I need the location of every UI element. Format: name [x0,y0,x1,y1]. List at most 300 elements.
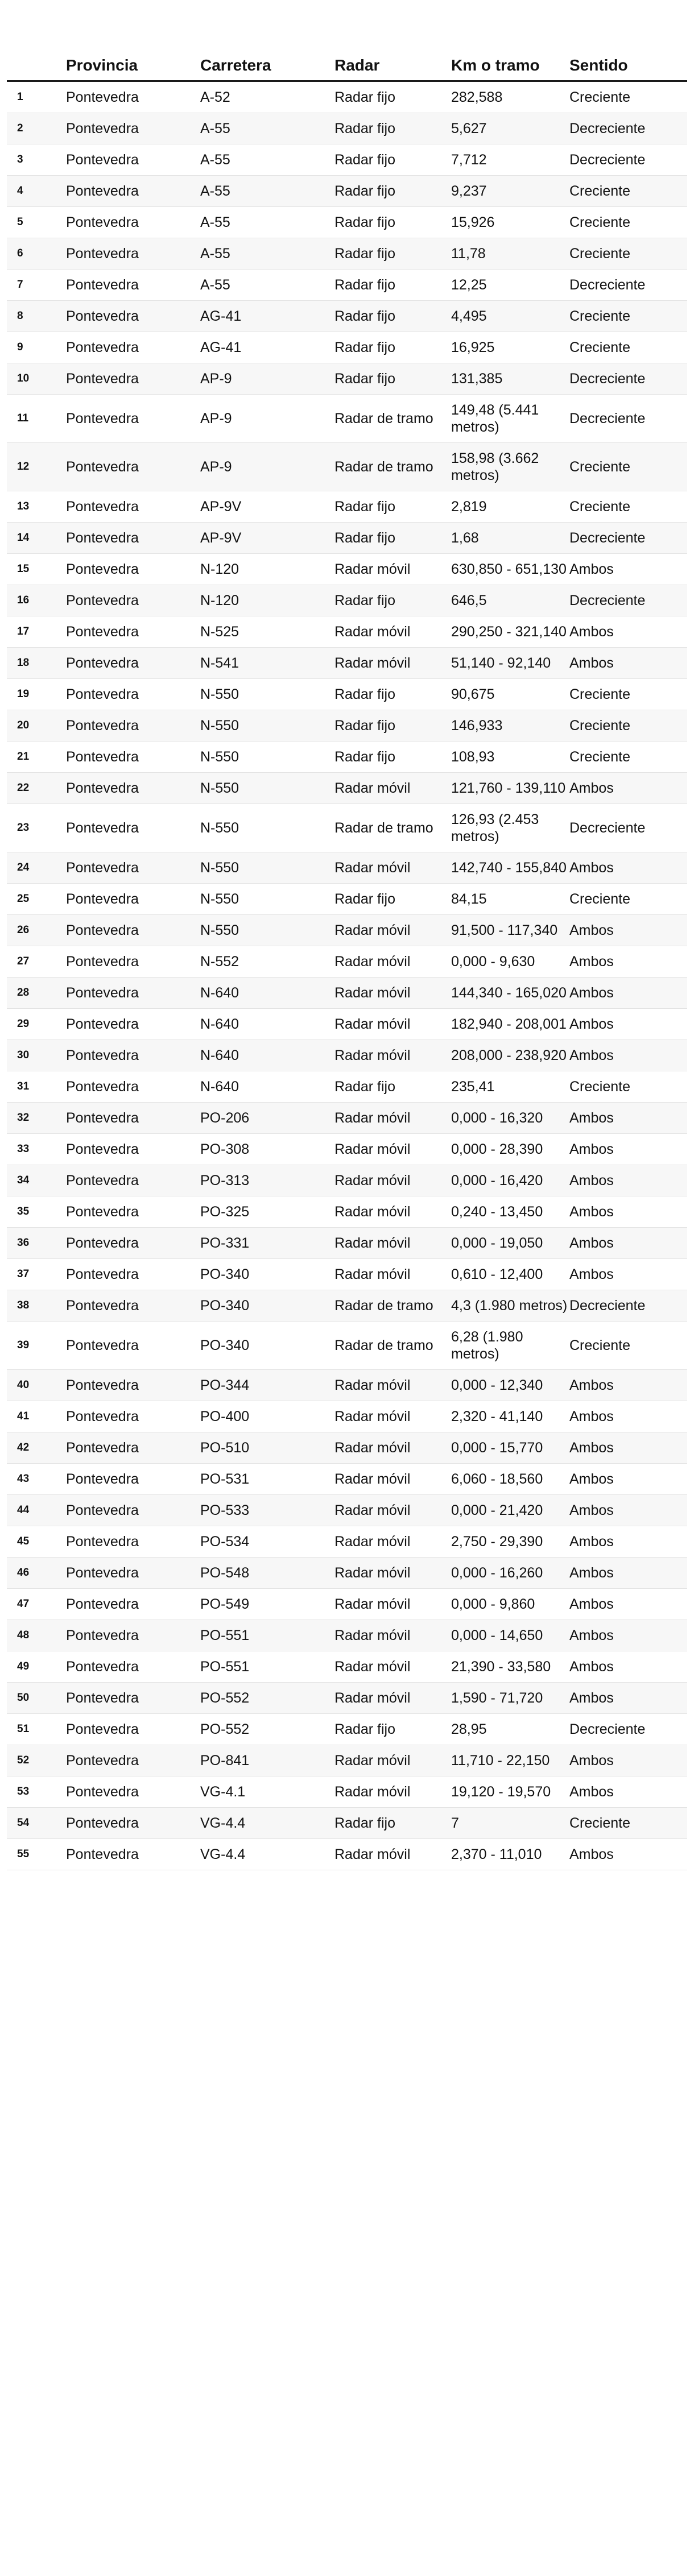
table-row [7,1039,687,1071]
cell-carretera: PO-340 [200,1266,250,1282]
cell-carretera: AP-9V [200,498,242,515]
cell-provincia: Pontevedra [66,1235,139,1251]
cell-sentido: Ambos [569,1016,614,1032]
table-row [7,332,687,363]
cell-km: 2,320 - 41,140 [451,1408,543,1424]
row-number: 9 [17,341,23,353]
cell-sentido: Ambos [569,1752,614,1769]
row-number: 54 [17,1816,30,1829]
row-number: 18 [17,656,30,669]
cell-radar: Radar fijo [334,592,395,608]
cell-carretera: PO-551 [200,1658,250,1675]
cell-carretera: PO-552 [200,1689,250,1706]
row-number: 14 [17,531,30,544]
cell-sentido: Ambos [569,655,614,671]
table-row [7,804,687,852]
cell-sentido: Ambos [569,1266,614,1282]
row-number: 49 [17,1660,30,1672]
cell-sentido: Creciente [569,891,630,907]
cell-radar: Radar fijo [334,686,395,702]
cell-carretera: A-55 [200,245,230,262]
cell-radar: Radar fijo [334,183,395,199]
cell-radar: Radar móvil [334,1471,411,1487]
cell-carretera: AG-41 [200,308,242,324]
cell-sentido: Decreciente [569,1297,646,1314]
table-row [7,238,687,269]
cell-radar: Radar móvil [334,1408,411,1424]
cell-carretera: PO-331 [200,1235,250,1251]
cell-carretera: N-550 [200,819,239,836]
cell-provincia: Pontevedra [66,1596,139,1612]
table-row [7,1713,687,1745]
cell-km: 158,98 (3.662 metros) [451,450,539,483]
row-number: 38 [17,1299,30,1311]
table-row [7,553,687,585]
cell-radar: Radar móvil [334,859,411,876]
cell-sentido: Ambos [569,1689,614,1706]
header-km: Km o tramo [451,26,569,81]
cell-km: 2,750 - 29,390 [451,1533,543,1550]
cell-radar: Radar móvil [334,1783,411,1800]
cell-carretera: A-52 [200,89,230,105]
cell-provincia: Pontevedra [66,1016,139,1032]
cell-carretera: PO-533 [200,1502,250,1518]
cell-radar: Radar fijo [334,120,395,136]
row-number: 32 [17,1111,30,1124]
cell-radar: Radar móvil [334,1689,411,1706]
table-row [7,914,687,946]
cell-provincia: Pontevedra [66,89,139,105]
cell-provincia: Pontevedra [66,183,139,199]
cell-radar: Radar fijo [334,214,395,230]
cell-km: 108,93 [451,748,495,765]
cell-radar: Radar fijo [334,308,395,324]
cell-sentido: Ambos [569,984,614,1001]
table-row [7,1227,687,1258]
cell-radar: Radar móvil [334,1377,411,1393]
cell-km: 28,95 [451,1721,487,1737]
table-row [7,616,687,647]
cell-carretera: N-120 [200,561,239,577]
cell-km: 2,370 - 11,010 [451,1846,542,1862]
cell-carretera: N-640 [200,1016,239,1032]
table-row [7,1494,687,1526]
cell-km: 15,926 [451,214,495,230]
row-number: 31 [17,1080,30,1092]
cell-provincia: Pontevedra [66,1377,139,1393]
cell-sentido: Ambos [569,1596,614,1612]
table-row [7,1682,687,1713]
cell-sentido: Ambos [569,859,614,876]
cell-carretera: PO-551 [200,1627,250,1643]
cell-carretera: A-55 [200,214,230,230]
row-number: 13 [17,500,30,512]
cell-provincia: Pontevedra [66,1783,139,1800]
row-number: 15 [17,562,30,575]
table-row [7,522,687,553]
table-row [7,81,687,113]
cell-km: 0,240 - 13,450 [451,1203,543,1220]
cell-carretera: PO-325 [200,1203,250,1220]
cell-provincia: Pontevedra [66,498,139,515]
table-row [7,1102,687,1133]
row-number: 34 [17,1174,30,1186]
cell-sentido: Creciente [569,748,630,765]
cell-radar: Radar fijo [334,717,395,734]
table-row [7,394,687,442]
cell-sentido: Ambos [569,1564,614,1581]
row-number: 27 [17,955,30,967]
cell-radar: Radar móvil [334,1846,411,1862]
cell-radar: Radar móvil [334,922,411,938]
cell-sentido: Creciente [569,1337,630,1353]
cell-km: 4,495 [451,308,487,324]
cell-provincia: Pontevedra [66,370,139,387]
cell-carretera: PO-548 [200,1564,250,1581]
header-radar: Radar [334,26,451,81]
cell-provincia: Pontevedra [66,819,139,836]
header-provincia: Provincia [66,26,200,81]
cell-radar: Radar móvil [334,984,411,1001]
cell-carretera: VG-4.4 [200,1815,246,1831]
cell-sentido: Decreciente [569,410,646,426]
cell-sentido: Decreciente [569,276,646,293]
row-number: 20 [17,719,30,731]
cell-carretera: PO-340 [200,1297,250,1314]
table-row [7,977,687,1008]
cell-km: 9,237 [451,183,487,199]
cell-provincia: Pontevedra [66,561,139,577]
cell-carretera: PO-552 [200,1721,250,1737]
cell-radar: Radar móvil [334,1203,411,1220]
cell-km: 1,68 [451,529,479,546]
cell-radar: Radar móvil [334,1047,411,1063]
cell-sentido: Ambos [569,1377,614,1393]
cell-sentido: Ambos [569,1235,614,1251]
cell-provincia: Pontevedra [66,1203,139,1220]
cell-sentido: Creciente [569,1078,630,1095]
cell-carretera: N-550 [200,717,239,734]
cell-provincia: Pontevedra [66,1439,139,1456]
table-row [7,1432,687,1463]
cell-km: 208,000 - 238,920 [451,1047,567,1063]
table-row [7,852,687,883]
row-number: 24 [17,861,30,873]
cell-km: 146,933 [451,717,503,734]
cell-carretera: AP-9 [200,370,232,387]
cell-km: 121,760 - 139,110 [451,780,566,796]
cell-provincia: Pontevedra [66,922,139,938]
row-number: 16 [17,594,30,606]
cell-sentido: Ambos [569,1172,614,1188]
table-row [7,647,687,678]
cell-km: 19,120 - 19,570 [451,1783,551,1800]
row-number: 45 [17,1535,30,1547]
cell-provincia: Pontevedra [66,151,139,168]
cell-sentido: Ambos [569,1408,614,1424]
table-row [7,1071,687,1102]
cell-km: 0,000 - 15,770 [451,1439,543,1456]
cell-radar: Radar fijo [334,498,395,515]
cell-carretera: AP-9 [200,458,232,475]
cell-km: 0,000 - 16,420 [451,1172,543,1188]
cell-radar: Radar móvil [334,1564,411,1581]
table-row [7,585,687,616]
cell-provincia: Pontevedra [66,1658,139,1675]
cell-km: 6,28 (1.980 metros) [451,1328,523,1362]
cell-provincia: Pontevedra [66,1408,139,1424]
cell-radar: Radar fijo [334,1815,395,1831]
cell-sentido: Creciente [569,1815,630,1831]
cell-km: 7 [451,1815,459,1831]
cell-carretera: A-55 [200,120,230,136]
cell-carretera: PO-510 [200,1439,250,1456]
table-row [7,442,687,491]
table-row [7,772,687,804]
cell-provincia: Pontevedra [66,1627,139,1643]
row-number: 48 [17,1629,30,1641]
row-number: 37 [17,1268,30,1280]
table-body [7,81,687,1870]
cell-radar: Radar móvil [334,655,411,671]
cell-provincia: Pontevedra [66,780,139,796]
cell-provincia: Pontevedra [66,245,139,262]
cell-km: 290,250 - 321,140 [451,623,567,640]
table-row [7,1745,687,1776]
cell-km: 646,5 [451,592,487,608]
table-row [7,883,687,914]
row-number: 43 [17,1472,30,1485]
cell-carretera: N-550 [200,891,239,907]
cell-carretera: PO-313 [200,1172,250,1188]
cell-provincia: Pontevedra [66,1752,139,1769]
row-number: 25 [17,892,30,905]
cell-sentido: Ambos [569,1439,614,1456]
cell-provincia: Pontevedra [66,458,139,475]
cell-radar: Radar de tramo [334,458,433,475]
row-number: 33 [17,1142,30,1155]
cell-sentido: Ambos [569,561,614,577]
cell-carretera: A-55 [200,183,230,199]
cell-radar: Radar fijo [334,1078,395,1095]
cell-km: 235,41 [451,1078,495,1095]
row-number: 53 [17,1785,30,1798]
cell-provincia: Pontevedra [66,717,139,734]
row-number: 44 [17,1504,30,1516]
cell-provincia: Pontevedra [66,592,139,608]
cell-km: 0,000 - 16,320 [451,1109,543,1126]
cell-sentido: Decreciente [569,529,646,546]
cell-sentido: Ambos [569,1627,614,1643]
cell-carretera: N-640 [200,1047,239,1063]
cell-radar: Radar móvil [334,1266,411,1282]
row-number: 51 [17,1722,30,1735]
cell-sentido: Ambos [569,953,614,970]
table-row [7,1321,687,1369]
table-row [7,1651,687,1682]
cell-carretera: VG-4.1 [200,1783,246,1800]
cell-km: 0,000 - 28,390 [451,1141,543,1157]
table-row [7,206,687,238]
cell-sentido: Ambos [569,1141,614,1157]
cell-carretera: A-55 [200,151,230,168]
row-number: 8 [17,309,23,322]
cell-provincia: Pontevedra [66,1078,139,1095]
table-row [7,1290,687,1321]
cell-carretera: AP-9 [200,410,232,426]
table-row [7,1807,687,1838]
cell-sentido: Creciente [569,183,630,199]
cell-radar: Radar móvil [334,1658,411,1675]
cell-sentido: Decreciente [569,819,646,836]
cell-carretera: PO-534 [200,1533,250,1550]
cell-km: 11,710 - 22,150 [451,1752,550,1769]
header-carretera: Carretera [200,26,334,81]
header-num [7,26,66,81]
cell-sentido: Decreciente [569,1721,646,1737]
row-number: 4 [17,184,23,197]
cell-km: 0,000 - 9,630 [451,953,535,970]
cell-radar: Radar fijo [334,89,395,105]
cell-km: 84,15 [451,891,487,907]
cell-sentido: Ambos [569,780,614,796]
cell-carretera: N-552 [200,953,239,970]
cell-sentido: Creciente [569,458,630,475]
row-number: 12 [17,460,30,473]
cell-carretera: N-550 [200,748,239,765]
cell-km: 0,000 - 19,050 [451,1235,543,1251]
cell-sentido: Ambos [569,922,614,938]
cell-radar: Radar fijo [334,1721,395,1737]
cell-carretera: N-550 [200,780,239,796]
cell-carretera: N-120 [200,592,239,608]
cell-radar: Radar fijo [334,339,395,355]
row-number: 39 [17,1339,30,1351]
cell-radar: Radar móvil [334,623,411,640]
table-row [7,678,687,710]
cell-carretera: PO-308 [200,1141,250,1157]
table-row [7,946,687,977]
cell-radar: Radar móvil [334,1235,411,1251]
table-row [7,1258,687,1290]
table-row [7,1401,687,1432]
cell-km: 149,48 (5.441 metros) [451,401,539,435]
cell-provincia: Pontevedra [66,1141,139,1157]
cell-carretera: N-550 [200,686,239,702]
cell-provincia: Pontevedra [66,1297,139,1314]
cell-radar: Radar móvil [334,1627,411,1643]
table-row [7,1369,687,1401]
header-row [7,26,687,81]
cell-sentido: Ambos [569,1783,614,1800]
cell-sentido: Decreciente [569,370,646,387]
row-number: 26 [17,923,30,936]
cell-provincia: Pontevedra [66,1815,139,1831]
cell-sentido: Creciente [569,308,630,324]
cell-provincia: Pontevedra [66,410,139,426]
cell-sentido: Decreciente [569,592,646,608]
cell-km: 1,590 - 71,720 [451,1689,543,1706]
cell-carretera: N-550 [200,922,239,938]
row-number: 46 [17,1566,30,1579]
row-number: 40 [17,1378,30,1391]
row-number: 10 [17,372,30,384]
cell-provincia: Pontevedra [66,859,139,876]
row-number: 42 [17,1441,30,1453]
row-number: 17 [17,625,30,637]
row-number: 47 [17,1597,30,1610]
table-row [7,1196,687,1227]
cell-provincia: Pontevedra [66,1689,139,1706]
cell-km: 0,000 - 9,860 [451,1596,535,1612]
table-row [7,1008,687,1039]
cell-provincia: Pontevedra [66,1172,139,1188]
cell-radar: Radar de tramo [334,819,433,836]
cell-provincia: Pontevedra [66,891,139,907]
table-row [7,1165,687,1196]
cell-sentido: Ambos [569,1109,614,1126]
cell-provincia: Pontevedra [66,339,139,355]
cell-carretera: PO-400 [200,1408,250,1424]
cell-carretera: PO-206 [200,1109,250,1126]
cell-km: 11,78 [451,245,486,262]
cell-sentido: Creciente [569,214,630,230]
cell-carretera: PO-344 [200,1377,250,1393]
table-row [7,363,687,394]
cell-provincia: Pontevedra [66,655,139,671]
cell-km: 144,340 - 165,020 [451,984,567,1001]
row-number: 50 [17,1691,30,1704]
cell-carretera: PO-340 [200,1337,250,1353]
cell-provincia: Pontevedra [66,686,139,702]
cell-km: 182,940 - 208,001 [451,1016,567,1032]
table-row [7,175,687,206]
cell-km: 91,500 - 117,340 [451,922,558,938]
cell-km: 0,000 - 14,650 [451,1627,543,1643]
cell-km: 4,3 (1.980 metros) [451,1297,568,1314]
table-row [7,741,687,772]
cell-radar: Radar móvil [334,1502,411,1518]
cell-sentido: Ambos [569,1533,614,1550]
cell-provincia: Pontevedra [66,1109,139,1126]
table-row [7,1838,687,1870]
cell-radar: Radar móvil [334,1596,411,1612]
cell-carretera: N-640 [200,1078,239,1095]
cell-provincia: Pontevedra [66,748,139,765]
cell-sentido: Ambos [569,1203,614,1220]
cell-provincia: Pontevedra [66,1266,139,1282]
cell-carretera: N-640 [200,984,239,1001]
cell-radar: Radar fijo [334,151,395,168]
cell-sentido: Creciente [569,89,630,105]
cell-sentido: Creciente [569,245,630,262]
cell-radar: Radar fijo [334,370,395,387]
row-number: 6 [17,247,23,259]
cell-km: 630,850 - 651,130 [451,561,567,577]
cell-provincia: Pontevedra [66,1471,139,1487]
cell-km: 6,060 - 18,560 [451,1471,543,1487]
cell-radar: Radar de tramo [334,1297,433,1314]
cell-carretera: AP-9V [200,529,242,546]
table-row [7,1463,687,1494]
row-number: 22 [17,781,30,794]
cell-km: 5,627 [451,120,487,136]
cell-carretera: PO-531 [200,1471,250,1487]
cell-provincia: Pontevedra [66,276,139,293]
table-row [7,1526,687,1557]
cell-provincia: Pontevedra [66,120,139,136]
cell-provincia: Pontevedra [66,984,139,1001]
